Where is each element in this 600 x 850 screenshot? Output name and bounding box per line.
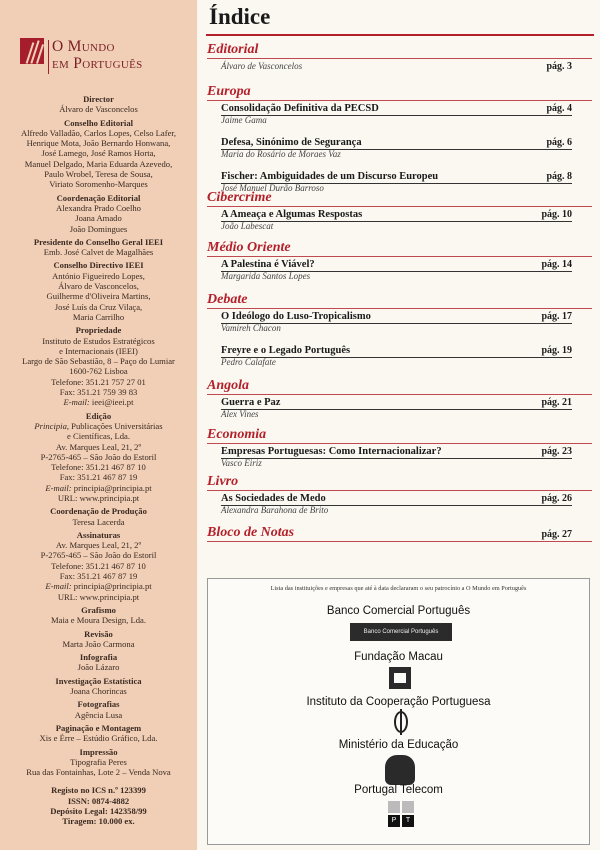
- entry-title: A Ameaça e Algumas Respostas: [221, 209, 363, 220]
- credit-line: Xis e Érre – Estúdio Gráfico, Lda.: [39, 733, 158, 744]
- toc-section: [207, 525, 592, 570]
- toc-entry[interactable]: [207, 397, 592, 423]
- sponsor-bcp: Banco Comercial Português: [326, 605, 471, 617]
- toc-entry[interactable]: [207, 311, 592, 345]
- credit-line: Principia, Publicações Universitárias: [34, 420, 163, 431]
- entry-underline: [221, 458, 572, 459]
- entry-author: João Labescat: [221, 221, 274, 231]
- logo-line-2: em Português: [52, 55, 143, 72]
- entry-title: As Sociedades de Medo: [221, 493, 326, 504]
- sponsor-ministerio: Ministério da Educação: [338, 739, 459, 751]
- credit-line: P-2765-465 – São João do Estoril: [40, 451, 157, 462]
- toc-entry[interactable]: [207, 259, 592, 285]
- credit-line: José Luís da Cruz Vilaça,: [54, 301, 143, 312]
- entry-author: Alexandra Barahona de Brito: [221, 505, 329, 515]
- pt-badge-p: P: [388, 815, 400, 827]
- sponsors-note: Lista das instituições e empresas que até à data declararam o seu patrocínio a O Mundo em Português: [270, 585, 527, 592]
- entry-page: pág. 14: [541, 259, 572, 270]
- credit-line: Fax: 351.21 467 87 19: [59, 571, 138, 582]
- entry-underline: [221, 409, 572, 410]
- section-divider: [207, 394, 592, 395]
- entry-page: pág. 6: [546, 137, 572, 148]
- credit-line: João Domingues: [69, 223, 128, 234]
- entry-author: Maria do Rosário de Moraes Vaz: [221, 149, 341, 159]
- toc-entry[interactable]: [207, 345, 592, 371]
- credit-heading: Conselho Editorial: [64, 117, 133, 128]
- sponsor-pt: Portugal Telecom: [354, 784, 443, 796]
- entry-page: pág. 19: [541, 345, 572, 356]
- credit-section: [0, 652, 197, 673]
- entry-author: Vasco Eiriz: [221, 458, 262, 468]
- credit-line: Telefone: 351.21 467 87 10: [51, 560, 146, 571]
- toc-section: [207, 378, 592, 423]
- credit-line: Viriato Soromenho-Marques: [49, 179, 148, 190]
- credit-heading: Presidente do Conselho Geral IEEI: [33, 236, 164, 247]
- portugal-telecom-logo-icon: [388, 801, 414, 827]
- entry-underline: [221, 221, 572, 222]
- credit-line: E-mail: ieei@ieei.pt: [63, 397, 134, 408]
- credit-section: [0, 629, 197, 650]
- entry-title: O Ideólogo do Luso-Tropicalismo: [221, 311, 371, 322]
- credit-line: Teresa Lacerda: [72, 516, 125, 527]
- credit-section: [0, 94, 197, 115]
- credit-line: E-mail: principia@principia.pt: [45, 581, 152, 592]
- credit-line: Guilherme d'Oliveira Martins,: [46, 291, 151, 302]
- entry-author: Vamireh Chacon: [221, 323, 281, 333]
- entry-page: pág. 10: [541, 209, 572, 220]
- credit-heading: Paginação e Montagem: [55, 722, 142, 733]
- credit-line: Maria Carrilho: [72, 311, 125, 322]
- credit-section: [0, 325, 197, 407]
- entry-page: pág. 17: [541, 311, 572, 322]
- section-title: Livro: [207, 474, 239, 489]
- credit-line: P-2765-465 – São João do Estoril: [40, 550, 157, 561]
- credit-line: URL: www.principia.pt: [57, 492, 140, 503]
- credit-heading: Fotografias: [77, 699, 120, 710]
- section-title: Debate: [207, 292, 248, 307]
- section-divider: [207, 541, 592, 542]
- credit-heading: Edição: [85, 410, 112, 421]
- entry-page: pág. 21: [541, 397, 572, 408]
- pt-badge-t: T: [402, 815, 414, 827]
- credit-heading: Investigação Estatística: [55, 675, 142, 686]
- sponsors-box: [207, 578, 590, 845]
- sponsor-fundacao-macau: Fundação Macau: [354, 651, 443, 663]
- credit-section: [0, 723, 197, 744]
- section-title: Bloco de Notas: [207, 525, 295, 540]
- credit-heading: Revisão: [84, 628, 113, 639]
- credit-line: Av. Marques Leal, 21, 2º: [55, 441, 142, 452]
- section-title: Angola: [207, 378, 250, 393]
- credit-line: Marta João Carmona: [62, 638, 135, 649]
- entry-title: Defesa, Sinónimo de Segurança: [221, 137, 362, 148]
- credit-line: Alexandra Prado Coelho: [56, 202, 141, 213]
- bcp-badge: Banco Comercial Português: [350, 623, 452, 641]
- credit-heading: Director: [83, 94, 114, 104]
- credit-line: E-mail: principia@principia.pt: [45, 482, 152, 493]
- entry-title: Fischer: Ambiguidades de um Discurso Europeu: [221, 171, 439, 182]
- credit-heading: Coordenação Editorial: [56, 192, 141, 203]
- entry-title: Empresas Portuguesas: Como Internacionalizar?: [221, 446, 442, 457]
- entry-author: Álvaro de Vasconcelos: [221, 61, 303, 71]
- toc-section: [207, 240, 592, 285]
- entry-title: Consolidação Definitiva da PECSD: [221, 103, 379, 114]
- credit-section: [0, 506, 197, 527]
- entry-title: A Palestina é Viável?: [221, 259, 315, 270]
- toc-entry[interactable]: [207, 446, 592, 472]
- entry-page: pág. 26: [541, 493, 572, 504]
- credit-heading: Propriedade: [75, 325, 122, 336]
- credit-line: Fax: 351.21 759 39 83: [59, 387, 138, 398]
- entry-underline: [221, 115, 572, 116]
- credit-section: [0, 530, 197, 602]
- credit-heading: Grafismo: [81, 604, 116, 615]
- credit-section: [0, 411, 197, 504]
- credit-line: Telefone: 351.21 467 87 10: [51, 462, 146, 473]
- credit-line: Fax: 351.21 467 87 19: [59, 472, 138, 483]
- credit-heading: Impressão: [79, 746, 118, 757]
- credit-line: Maia e Moura Design, Lda.: [51, 615, 146, 626]
- credit-line: Tipografia Peres: [70, 756, 127, 767]
- credit-section: [0, 676, 197, 697]
- section-title: Economia: [207, 427, 267, 442]
- credit-line: Instituto de Estudos Estratégicos: [42, 335, 155, 346]
- toc-section: [207, 427, 592, 472]
- credit-line: Av. Marques Leal, 21, 2º: [55, 540, 142, 551]
- entry-page: pág. 8: [546, 171, 572, 182]
- section-divider: [207, 490, 592, 491]
- registration-line: Registo no ICS n.º 123399: [51, 785, 146, 796]
- credit-line: Joana Amado: [75, 213, 122, 224]
- credit-line: Agência Lusa: [74, 709, 123, 720]
- toc-section: [207, 42, 592, 87]
- toc-section: [207, 190, 592, 235]
- logo-line-1: O Mundo: [52, 38, 115, 55]
- credit-section: [0, 237, 197, 258]
- toc-entry[interactable]: [207, 103, 592, 137]
- entry-page: pág. 3: [546, 61, 572, 72]
- credit-heading: Infografia: [79, 652, 118, 663]
- credit-section: [0, 747, 197, 778]
- credit-line: Henrique Mota, João Bernardo Honwana,: [26, 138, 171, 149]
- section-divider: [207, 58, 592, 59]
- page-title: Índice: [209, 4, 271, 29]
- entry-title: Freyre e o Legado Português: [221, 345, 351, 356]
- toc-entry[interactable]: [207, 209, 592, 235]
- credit-section: [0, 699, 197, 720]
- credits-sidebar: [0, 0, 197, 850]
- credit-line: URL: www.principia.pt: [57, 591, 140, 602]
- credit-section: [0, 260, 197, 322]
- logo-mark-icon: [20, 38, 44, 64]
- entry-author: José Manuel Durão Barroso: [221, 183, 324, 193]
- credit-line: Telefone: 351.21 757 27 01: [51, 376, 146, 387]
- entry-author: Jaime Gama: [221, 115, 267, 125]
- section-title: Europa: [207, 84, 251, 99]
- credit-line: e Internacionais (IEEI): [59, 345, 138, 356]
- section-title: Editorial: [207, 42, 259, 57]
- credit-line: Rua das Fontainhas, Lote 2 – Venda Nova: [26, 767, 171, 778]
- toc-section: [207, 84, 592, 197]
- credit-line: António Figueiredo Lopes,: [52, 270, 145, 281]
- section-divider: [207, 443, 592, 444]
- credit-section: [0, 118, 197, 190]
- fundacao-macau-emblem-icon: [389, 667, 411, 689]
- ministerio-crest-icon: [385, 755, 415, 785]
- credit-line: José Lamego, José Ramos Horta,: [41, 148, 156, 159]
- section-title: Médio Oriente: [207, 240, 291, 255]
- credit-line: Álvaro de Vasconcelos,: [58, 281, 139, 292]
- credit-heading: Assinaturas: [76, 529, 121, 540]
- entry-page: pág. 23: [541, 446, 572, 457]
- credit-line: Joana Chorincas: [70, 686, 127, 697]
- toc-entry[interactable]: [207, 493, 592, 519]
- entry-title: Guerra e Paz: [221, 397, 281, 408]
- credit-line: Alfredo Valladão, Carlos Lopes, Celso Lafer,: [20, 127, 177, 138]
- entry-author: Alex Vines: [221, 409, 259, 419]
- section-title: Cibercrime: [207, 190, 272, 205]
- credit-line: Paulo Wrobel, Teresa de Sousa,: [44, 169, 153, 180]
- registration-line: Tiragem: 10.000 ex.: [62, 816, 135, 827]
- entry-page: pág. 4: [546, 103, 572, 114]
- registration-block: [0, 785, 197, 826]
- credit-section: [0, 605, 197, 626]
- entry-author: Margarida Santos Lopes: [221, 271, 311, 281]
- toc-section: [207, 474, 592, 519]
- credit-heading: Conselho Directivo IEEI: [53, 260, 144, 271]
- sponsor-icp: Instituto da Cooperação Portuguesa: [306, 696, 491, 708]
- credit-heading: Coordenação de Produção: [50, 506, 147, 517]
- credit-line: e Científicas, Lda.: [67, 431, 130, 442]
- credit-section: [0, 193, 197, 234]
- credit-line: 1600-762 Lisboa: [69, 366, 128, 377]
- credit-line: Manuel Delgado, Maria Eduarda Azevedo,: [24, 158, 173, 169]
- icp-emblem-icon: [394, 711, 408, 733]
- toc-entry[interactable]: [207, 137, 592, 171]
- toc-section: [207, 292, 592, 371]
- section-divider: [207, 100, 592, 101]
- credit-line: Emb. José Calvet de Magalhães: [43, 247, 154, 258]
- section-divider: [207, 308, 592, 309]
- title-divider: [206, 34, 594, 36]
- registration-line: Depósito Legal: 142358/99: [50, 806, 147, 816]
- entry-author: Pedro Calafate: [221, 357, 276, 367]
- magazine-logo: [20, 38, 190, 78]
- credit-line: João Lázaro: [77, 662, 120, 673]
- credit-line: Álvaro de Vasconcelos: [59, 104, 138, 115]
- entry-page: pág. 27: [541, 529, 572, 540]
- registration-line: ISSN: 0874-4882: [67, 795, 130, 806]
- section-divider: [207, 206, 592, 207]
- section-divider: [207, 256, 592, 257]
- credit-line: Largo de São Sebastião, 8 – Paço do Lumiar: [22, 356, 175, 367]
- credits-list: [0, 94, 197, 827]
